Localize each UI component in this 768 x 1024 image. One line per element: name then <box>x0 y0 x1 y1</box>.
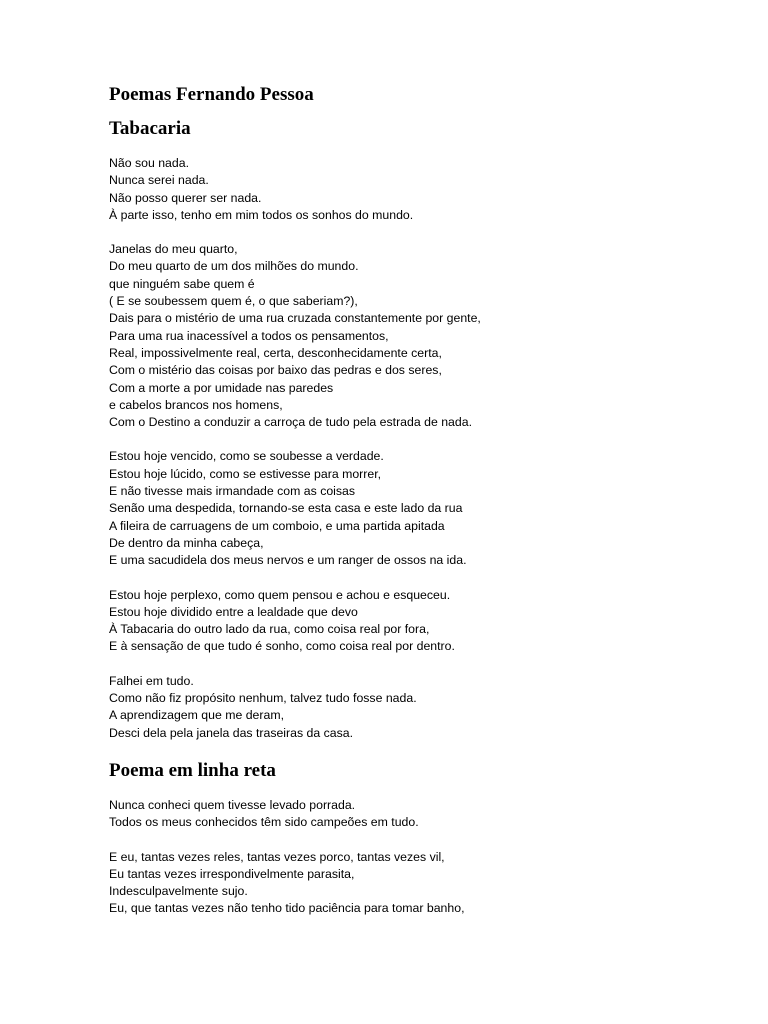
verse-line: À Tabacaria do outro lado da rua, como coisa real por fora, <box>109 622 430 637</box>
verse-line: Não sou nada. <box>109 156 189 170</box>
verse-line: ( E se soubessem quem é, o que saberiam?), <box>109 294 358 309</box>
verse-line: A fileira de carruagens de um comboio, e uma partida apitada <box>109 518 445 533</box>
stanza <box>109 448 729 569</box>
verse-line: e cabelos brancos nos homens, <box>109 397 283 412</box>
verse-line: Senão uma despedida, tornando-se esta casa e este lado da rua <box>109 501 463 516</box>
verse-line: Desci dela pela janela das traseiras da casa. <box>109 725 354 740</box>
verse-line: Eu tantas vezes irrespondivelmente parasita, <box>109 866 355 881</box>
verse-line: Estou hoje lúcido, como se estivesse para morrer, <box>109 466 382 481</box>
poem-em-linha-reta <box>109 759 729 918</box>
verse-line: Real, impossivelmente real, certa, desconhecidamente certa, <box>109 345 442 360</box>
stanza <box>109 587 729 656</box>
stanza <box>109 241 729 431</box>
verse-line: Com o Destino a conduzir a carroça de tudo pela estrada de nada. <box>109 415 472 430</box>
poem-title: Poema em linha reta <box>109 759 276 781</box>
verse-line: Com o mistério das coisas por baixo das pedras e dos seres, <box>109 363 442 378</box>
poem-title: Tabacaria <box>109 118 191 139</box>
verse-line: Indesculpavelmente sujo. <box>109 884 248 899</box>
verse-line: Janelas do meu quarto, <box>109 242 238 257</box>
verse-line: À parte isso, tenho em mim todos os sonhos do mundo. <box>109 207 414 222</box>
verse-line: Para uma rua inacessível a todos os pensamentos, <box>109 328 389 343</box>
verse-line: E à sensação de que tudo é sonho, como coisa real por dentro. <box>109 639 455 654</box>
verse-line: Do meu quarto de um dos milhões do mundo. <box>109 259 359 274</box>
verse-line: A aprendizagem que me deram, <box>109 708 284 723</box>
verse-line: Como não fiz propósito nenhum, talvez tudo fosse nada. <box>109 691 417 706</box>
poem-tabacaria <box>109 117 729 742</box>
verse-line: que ninguém sabe quem é <box>109 276 255 291</box>
verse-line: Todos os meus conhecidos têm sido campeões em tudo. <box>109 815 419 830</box>
stanza <box>109 673 729 742</box>
verse-line: De dentro da minha cabeça, <box>109 535 264 550</box>
verse-line: Estou hoje vencido, como se soubesse a verdade. <box>109 449 384 464</box>
stanza <box>109 849 729 918</box>
verse-line: E eu, tantas vezes reles, tantas vezes porco, tantas vezes vil, <box>109 849 445 864</box>
verse-line: Nunca conheci quem tivesse levado porrada. <box>109 797 356 812</box>
verse-line: Nunca serei nada. <box>109 173 209 188</box>
document-title: Poemas Fernando Pessoa <box>109 84 314 105</box>
verse-line: Estou hoje dividido entre a lealdade que devo <box>109 604 358 619</box>
verse-line: Eu, que tantas vezes não tenho tido paciência para tomar banho, <box>109 901 465 916</box>
verse-line: E uma sacudidela dos meus nervos e um ranger de ossos na ida. <box>109 553 467 568</box>
verse-line: Dais para o mistério de uma rua cruzada constantemente por gente, <box>109 311 481 326</box>
verse-line: Não posso querer ser nada. <box>109 190 262 205</box>
verse-line: Falhei em tudo. <box>109 673 194 688</box>
verse-line: Estou hoje perplexo, como quem pensou e achou e esqueceu. <box>109 587 451 602</box>
verse-line: E não tivesse mais irmandade com as coisas <box>109 484 356 499</box>
document-page <box>109 83 729 935</box>
stanza <box>109 797 729 832</box>
stanza <box>109 155 729 224</box>
verse-line: Com a morte a por umidade nas paredes <box>109 380 334 395</box>
